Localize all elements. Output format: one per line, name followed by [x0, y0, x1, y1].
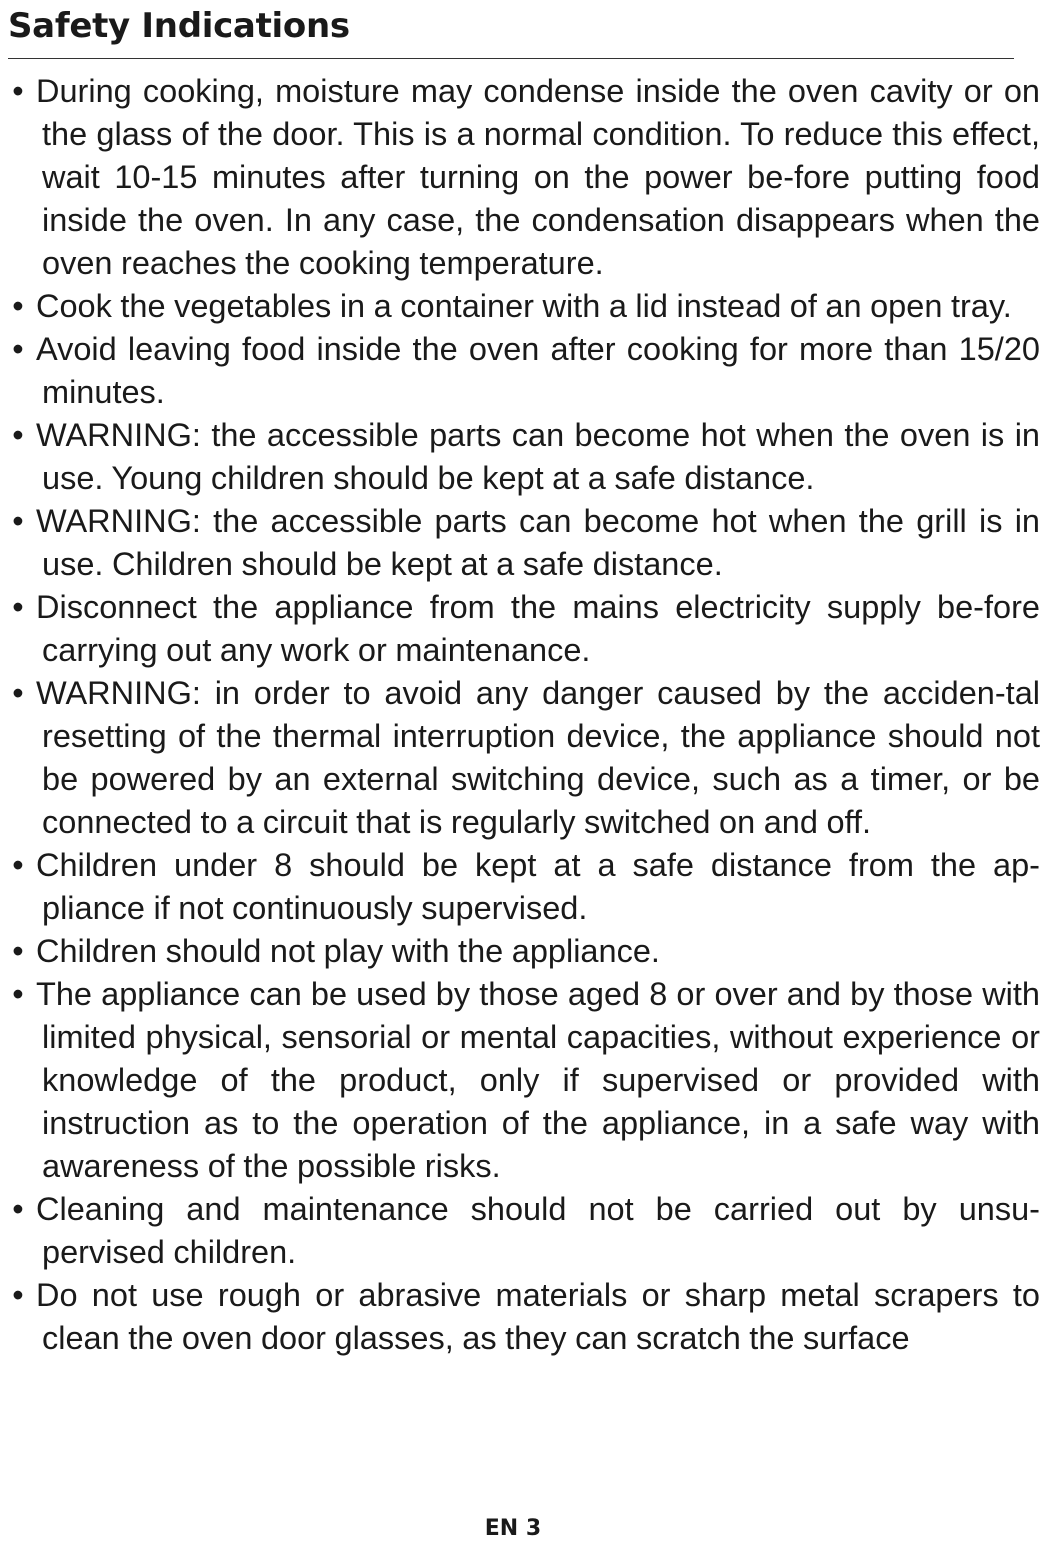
list-item: [0, 414, 1044, 500]
bullet-marker: •: [12, 1191, 24, 1227]
list-item: [0, 70, 1044, 285]
list-item: [0, 672, 1044, 844]
bullet-marker: •: [12, 417, 24, 453]
bullet-marker: •: [12, 503, 24, 539]
page-number: EN 3: [484, 1516, 542, 1541]
list-item: [0, 930, 1044, 973]
bullet-marker: •: [12, 847, 24, 883]
list-item-text: Avoid leaving food inside the oven after cooking for more than 15/20 minutes.: [36, 331, 1040, 410]
list-item: [0, 328, 1044, 414]
bullet-marker: •: [12, 1277, 24, 1313]
safety-list: [0, 70, 1044, 1360]
list-item: [0, 586, 1044, 672]
list-item: [0, 1188, 1044, 1274]
list-item-text: WARNING: the accessible parts can become hot when the oven is in use. Young children should be kept at a safe distance.: [36, 417, 1040, 496]
list-item-text: Do not use rough or abrasive materials or sharp metal scrapers to clean the oven door glasses, as they can scratch the surface: [36, 1277, 1040, 1356]
bullet-marker: •: [12, 589, 24, 625]
list-item-text: Children should not play with the appliance.: [36, 933, 660, 969]
bullet-marker: •: [12, 288, 24, 324]
bullet-marker: •: [12, 331, 24, 367]
list-item: [0, 973, 1044, 1188]
list-item: [0, 844, 1044, 930]
section-title: Safety Indications: [8, 6, 350, 46]
list-item-text: The appliance can be used by those aged 8 or over and by those with limited physical, sensorial or mental capacities, without experience or knowledge of the product, only if supervised or provided with instruction as to the operation of the appliance, in a safe way with awareness of the possible risks.: [36, 976, 1040, 1184]
list-item: [0, 500, 1044, 586]
title-divider: [8, 58, 1014, 59]
list-item: [0, 285, 1044, 328]
bullet-marker: •: [12, 976, 24, 1012]
list-item-text: During cooking, moisture may condense inside the oven cavity or on the glass of the door. This is a normal condition. To reduce this effect, wait 10-15 minutes after turning on the power be-fore putting food inside the oven. In any case, the condensation disappears when the oven reaches the cooking temperature.: [36, 73, 1040, 281]
list-item-text: Disconnect the appliance from the mains electricity supply be-fore carrying out any work or maintenance.: [36, 589, 1040, 668]
list-item-text: WARNING: in order to avoid any danger caused by the acciden-tal resetting of the thermal interruption device, the appliance should not be powered by an external switching device, such as a timer, or be connected to a circuit that is regularly switched on and off.: [36, 675, 1040, 840]
bullet-marker: •: [12, 933, 24, 969]
bullet-marker: •: [12, 675, 24, 711]
list-item-text: Cook the vegetables in a container with a lid instead of an open tray.: [36, 288, 1012, 324]
list-item-text: WARNING: the accessible parts can become hot when the grill is in use. Children should be kept at a safe distance.: [36, 503, 1040, 582]
list-item-text: Children under 8 should be kept at a safe distance from the ap-pliance if not continuously supervised.: [36, 847, 1040, 926]
bullet-marker: •: [12, 73, 24, 109]
list-item-text: Cleaning and maintenance should not be carried out by unsu-pervised children.: [36, 1191, 1040, 1270]
list-item: [0, 1274, 1044, 1360]
